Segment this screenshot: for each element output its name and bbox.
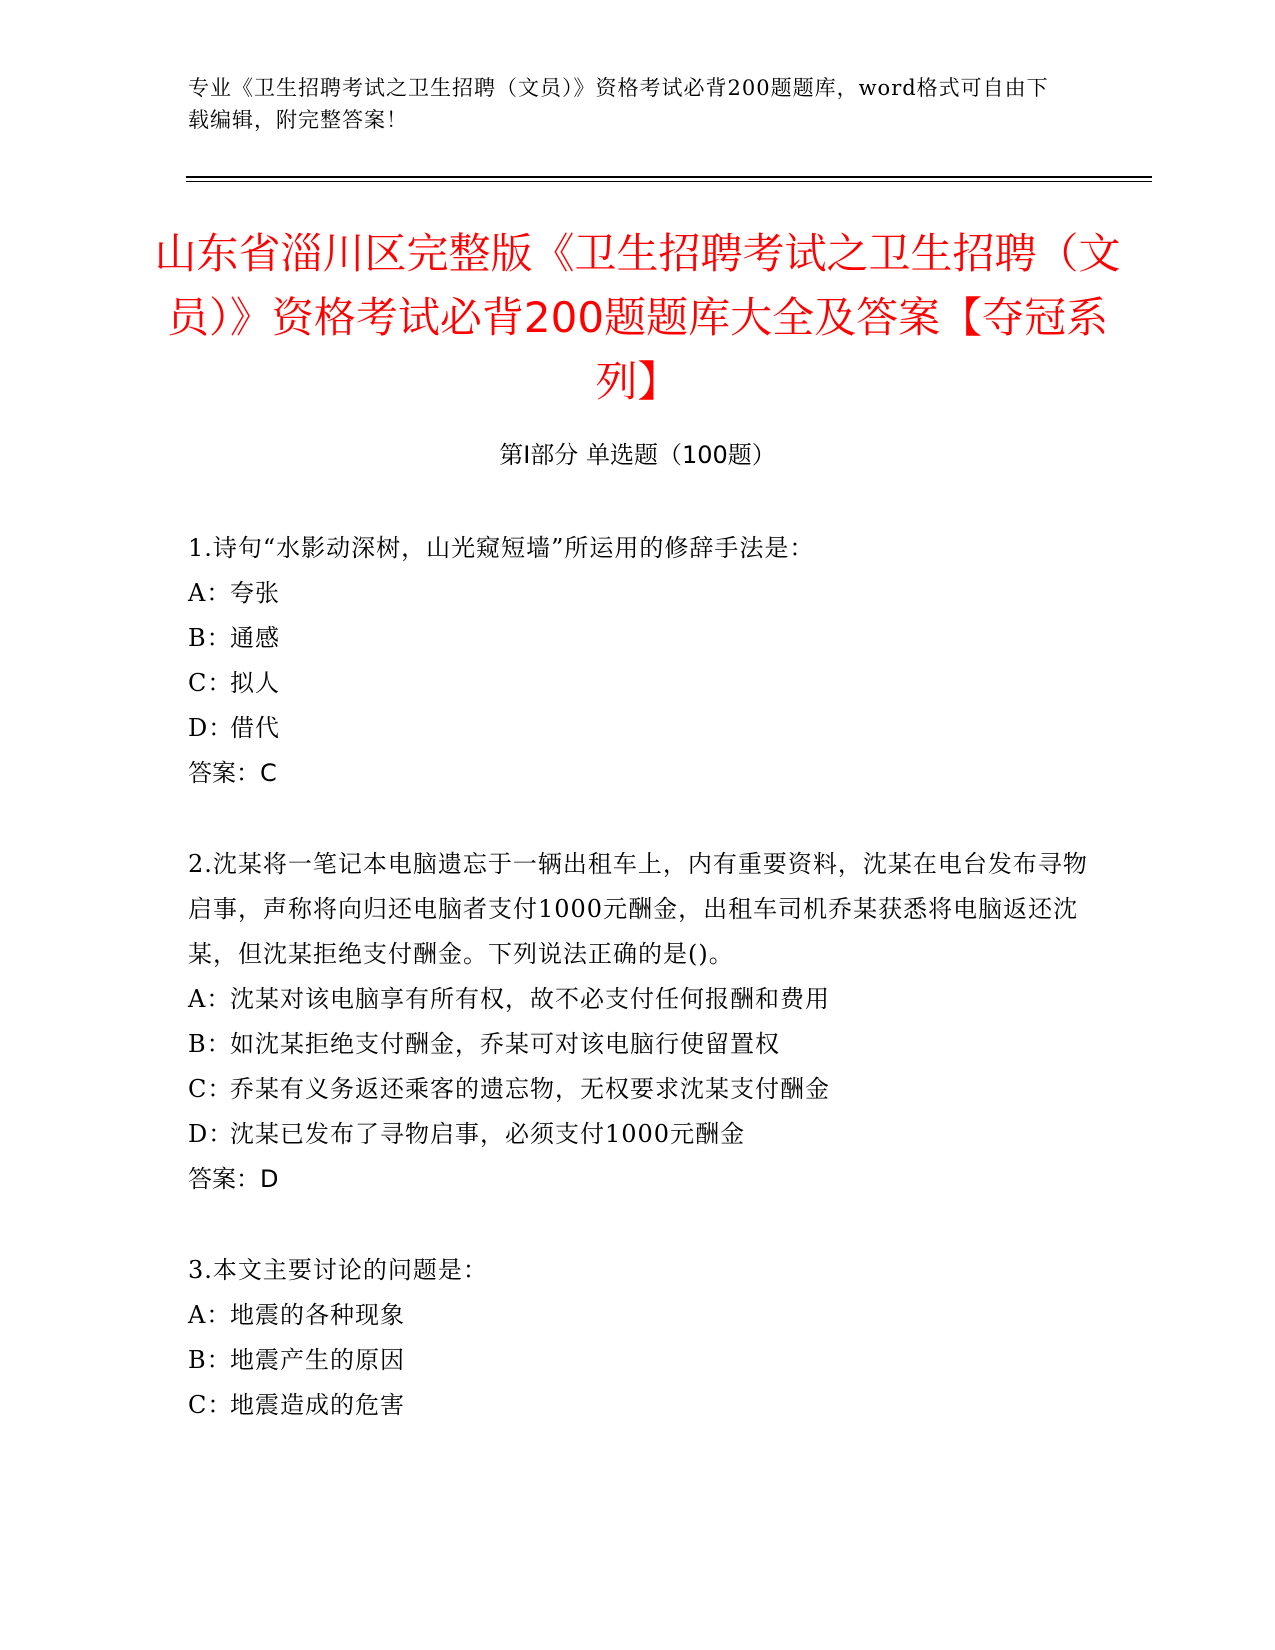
- option-key: A：: [188, 1301, 232, 1329]
- header-divider-thin: [186, 181, 1152, 182]
- option-key: C：: [188, 1391, 233, 1419]
- option-key: A：: [188, 579, 232, 607]
- option-text: 地震产生的原因: [230, 1346, 405, 1374]
- option-text: 地震的各种现象: [230, 1301, 405, 1329]
- option-key: B：: [188, 1346, 232, 1374]
- option-text: 沈某已发布了寻物启事，必须支付1000元酬金: [230, 1120, 746, 1148]
- document-title: 山东省淄川区完整版《卫生招聘考试之卫生招聘（文员）》资格考试必背200题题库大全及答案【夺冠系列】: [154, 229, 1121, 406]
- option-text: 乔某有义务返还乘客的遗忘物，无权要求沈某支付酬金: [230, 1075, 830, 1103]
- option-key: C：: [188, 669, 233, 697]
- question-1: [188, 526, 1088, 796]
- question-2: [188, 842, 1088, 1202]
- answer-line: 答案：C: [188, 759, 277, 787]
- option-text: 夸张: [230, 579, 280, 607]
- option-key: B：: [188, 624, 232, 652]
- option-text: 借代: [230, 714, 280, 742]
- question-text: 1.诗句“水影动深树，山光窥短墙”所运用的修辞手法是：: [188, 534, 815, 562]
- option-text: 沈某对该电脑享有所有权，故不必支付任何报酬和费用: [230, 985, 830, 1013]
- section-heading: 第Ⅰ部分 单选题（100题）: [499, 441, 776, 469]
- option-key: C：: [188, 1075, 233, 1103]
- option-d: [188, 1112, 1088, 1157]
- option-a: [188, 977, 1088, 1022]
- question-list: [188, 526, 1088, 1474]
- option-a: [188, 571, 1088, 616]
- answer-line: 答案：D: [188, 1165, 279, 1193]
- question-3: [188, 1248, 1088, 1428]
- option-b: [188, 616, 1088, 661]
- option-key: A：: [188, 985, 232, 1013]
- header-note: 专业《卫生招聘考试之卫生招聘（文员）》资格考试必背200题题库，word格式可自由下载编辑，附完整答案！: [188, 76, 1049, 132]
- option-text: 通感: [230, 624, 280, 652]
- option-text: 地震造成的危害: [230, 1391, 405, 1419]
- option-c: [188, 1067, 1088, 1112]
- option-b: [188, 1338, 1088, 1383]
- option-b: [188, 1022, 1088, 1067]
- option-key: D：: [188, 714, 234, 742]
- question-text: 3.本文主要讨论的问题是：: [188, 1256, 488, 1284]
- option-c: [188, 1383, 1088, 1428]
- option-c: [188, 661, 1088, 706]
- option-d: [188, 706, 1088, 751]
- header-divider-thick: [186, 176, 1152, 178]
- question-text: 2.沈某将一笔记本电脑遗忘于一辆出租车上，内有重要资料，沈某在电台发布寻物启事，声称将向归还电脑者支付1000元酬金，出租车司机乔某获悉将电脑返还沈某，但沈某拒绝支付酬金。下列说法正确的是()。: [188, 850, 1088, 968]
- option-key: B：: [188, 1030, 232, 1058]
- option-a: [188, 1293, 1088, 1338]
- option-key: D：: [188, 1120, 234, 1148]
- option-text: 拟人: [230, 669, 280, 697]
- option-text: 如沈某拒绝支付酬金，乔某可对该电脑行使留置权: [230, 1030, 780, 1058]
